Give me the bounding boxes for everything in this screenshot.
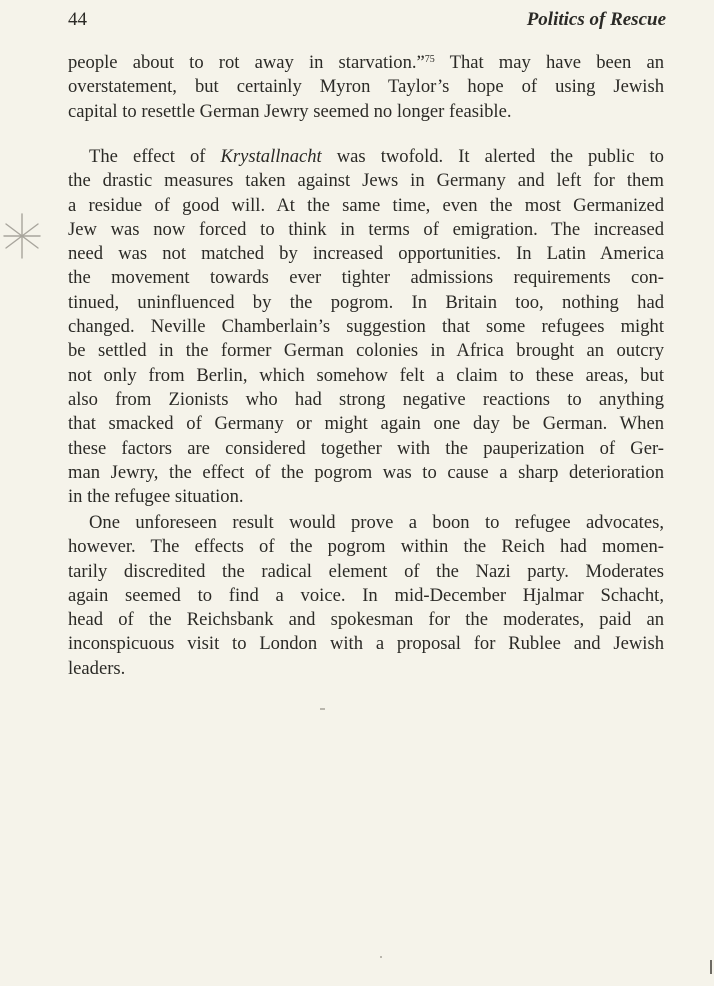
text-line: again seemed to find a voice. In mid-December Hjalmar Schacht, <box>68 584 664 606</box>
paper-speck <box>380 956 382 958</box>
text-line: changed. Neville Chamberlain’s suggestion that some refugees might <box>68 316 664 338</box>
text-line: also from Zionists who had strong negative reactions to anything <box>68 388 664 410</box>
text-line: The effect of Krystallnacht was twofold. It alerted the public to <box>89 146 664 167</box>
text-line: need was not matched by increased opportunities. In Latin America <box>68 243 664 265</box>
running-head-title: Politics of Rescue <box>526 9 666 30</box>
text-line: inconspicuous visit to London with a proposal for Rublee and Jewish <box>68 633 664 655</box>
text-line: the movement towards ever tighter admissions requirements con- <box>68 267 664 289</box>
text-line: head of the Reichsbank and spokesman for the moderates, paid an <box>68 609 664 631</box>
margin-star-mark <box>2 212 42 260</box>
text-line: capital to resettle German Jewry seemed no longer feasible. <box>68 100 512 122</box>
page-edge-mark <box>710 960 712 974</box>
text-line: the drastic measures taken against Jews in Germany and left for them <box>68 170 664 192</box>
paragraph-1 <box>68 48 664 124</box>
paragraph-2 <box>68 145 664 509</box>
footnote-reference: 75 <box>424 54 435 65</box>
text-line: not only from Berlin, which somehow felt a claim to these areas, but <box>68 364 664 386</box>
text-line: man Jewry, the effect of the pogrom was to cause a sharp deterioration <box>68 461 664 483</box>
italic-term: Krystallnacht <box>220 146 322 167</box>
text-line: tinued, uninfluenced by the pogrom. In Britain too, nothing had <box>68 291 664 313</box>
text-line: be settled in the former German colonies in Africa brought an outcry <box>68 340 664 362</box>
text-line: however. The effects of the pogrom within the Reich had momen- <box>68 536 664 558</box>
text-line: overstatement, but certainly Myron Taylor’s hope of using Jewish <box>68 76 664 98</box>
text-line: a residue of good will. At the same time, even the most Germanized <box>68 194 664 216</box>
paragraph-3 <box>68 511 664 681</box>
text-line: Jew was now forced to think in terms of emigration. The increased <box>68 218 664 240</box>
text-line: One unforeseen result would prove a boon to refugee advocates, <box>89 512 664 533</box>
page-number: 44 <box>68 9 87 30</box>
text-line: people about to rot away in starvation.”$^{75}$ That may have been an <box>68 52 665 73</box>
text-line: in the refugee situation. <box>68 486 244 508</box>
text-line: leaders. <box>68 657 126 679</box>
text-line: these factors are considered together with the pauperization of Ger- <box>68 437 664 459</box>
paper-speck <box>320 708 325 710</box>
text-line: tarily discredited the radical element of the Nazi party. Moderates <box>68 560 664 582</box>
text-line: that smacked of Germany or might again one day be German. When <box>68 413 664 435</box>
